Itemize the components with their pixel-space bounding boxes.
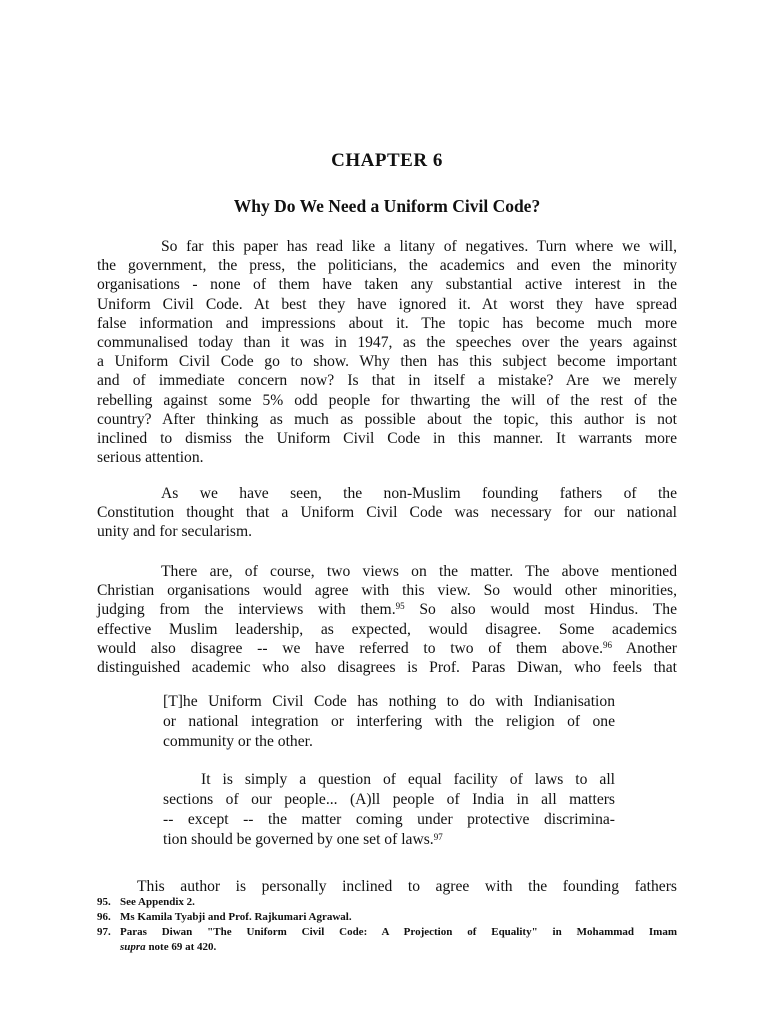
block-quote-1: [163, 692, 615, 752]
footnote-ref-95[interactable]: 95: [395, 601, 405, 612]
text-line: country? After thinking as much as possible about the topic, this author is not: [97, 410, 677, 428]
quote-line: or national integration or interfering with the religion of one: [163, 713, 615, 730]
text-line: effective Muslim leadership, as expected, would disagree. Some academics: [97, 620, 677, 638]
footnotes: [97, 895, 677, 955]
text-segment: would also disagree -- we have referred to two of them above.: [97, 639, 604, 657]
paragraph-1: [97, 237, 677, 467]
quote-line: -- except -- the matter coming under protective discrimina-: [163, 811, 615, 828]
text-line: and of immediate concern now? Is that in itself a mistake? Are we merely: [97, 372, 677, 390]
footnote-96: [97, 910, 677, 925]
text-line: organisations - none of them have taken any substantial active interest in the: [97, 276, 677, 294]
text-line: Christian organisations would agree with this view. So would other minorities,: [97, 582, 677, 600]
block-quote-2: [163, 770, 615, 850]
footnote-number: 95.: [97, 896, 111, 908]
quote-line: [T]he Uniform Civil Code has nothing to do with Indianisation: [163, 693, 615, 710]
text-line: the government, the press, the politicians, the academics and even the minority: [97, 257, 677, 275]
footnote-95: [97, 895, 677, 910]
paragraph-3: [97, 562, 677, 677]
text-line: inclined to dismiss the Uniform Civil Code in this manner. It warrants more: [97, 430, 677, 448]
text-segment: judging from the interviews with them.: [97, 601, 396, 619]
text-line: This author is personally inclined to agree with the founding fathers: [137, 878, 677, 895]
footnote-text: Paras Diwan "The Uniform Civil Code: A Projection of Equality" in Mohammad Imam: [120, 926, 677, 938]
footnote-97: [97, 925, 677, 940]
footnote-ref-97[interactable]: 97: [433, 832, 443, 842]
paragraph-2: [97, 484, 677, 542]
quote-line-with-ref: [163, 830, 615, 850]
text-segment: So also would most Hindus. The: [419, 601, 677, 619]
footnote-text: note 69 at 420.: [145, 941, 217, 953]
text-line: rebelling against some 5% odd people for thwarting the will of the rest of the: [97, 391, 677, 409]
footnote-number: 97.: [97, 926, 111, 938]
text-line: Uniform Civil Code. At best they have ignored it. At worst they have spread: [97, 295, 677, 313]
footnote-italic-text: supra: [120, 941, 146, 953]
footnote-text: Ms Kamila Tyabji and Prof. Rajkumari Agrawal.: [120, 911, 352, 923]
text-line: unity and for secularism.: [97, 523, 253, 541]
text-line: a Uniform Civil Code go to show. Why then has this subject become important: [97, 353, 677, 371]
chapter-label: CHAPTER 6: [331, 150, 443, 171]
footnote-ref-96[interactable]: 96: [603, 639, 613, 650]
text-line: As we have seen, the non-Muslim founding fathers of the: [161, 485, 677, 502]
text-line: distinguished academic who also disagrees is Prof. Paras Diwan, who feels that: [97, 659, 677, 677]
text-segment: Another: [625, 639, 677, 657]
text-line: serious attention.: [97, 449, 204, 467]
paragraph-4: [97, 877, 677, 896]
text-line: Constitution thought that a Uniform Civil Code was necessary for our national: [97, 504, 677, 522]
footnote-97-continuation: [97, 940, 677, 955]
text-line: communalised today than it was in 1947, as the speeches over the years against: [97, 334, 677, 352]
text-segment: tion should be governed by one set of laws.: [163, 831, 434, 848]
chapter-title: Why Do We Need a Uniform Civil Code?: [233, 196, 541, 216]
text-line-with-ref: [97, 600, 677, 619]
footnote-number: 96.: [97, 911, 111, 923]
text-line: false information and impressions about it. The topic has become much more: [97, 314, 677, 332]
quote-line: sections of our people... (A)ll people of India in all matters: [163, 791, 615, 808]
text-line: So far this paper has read like a litany of negatives. Turn where we will,: [161, 238, 677, 255]
footnote-text: See Appendix 2.: [120, 896, 195, 908]
quote-line: It is simply a question of equal facility of laws to all: [201, 771, 615, 788]
text-line-with-ref: [97, 639, 677, 658]
quote-line: community or the other.: [163, 733, 313, 750]
text-line: There are, of course, two views on the matter. The above mentioned: [161, 563, 677, 580]
